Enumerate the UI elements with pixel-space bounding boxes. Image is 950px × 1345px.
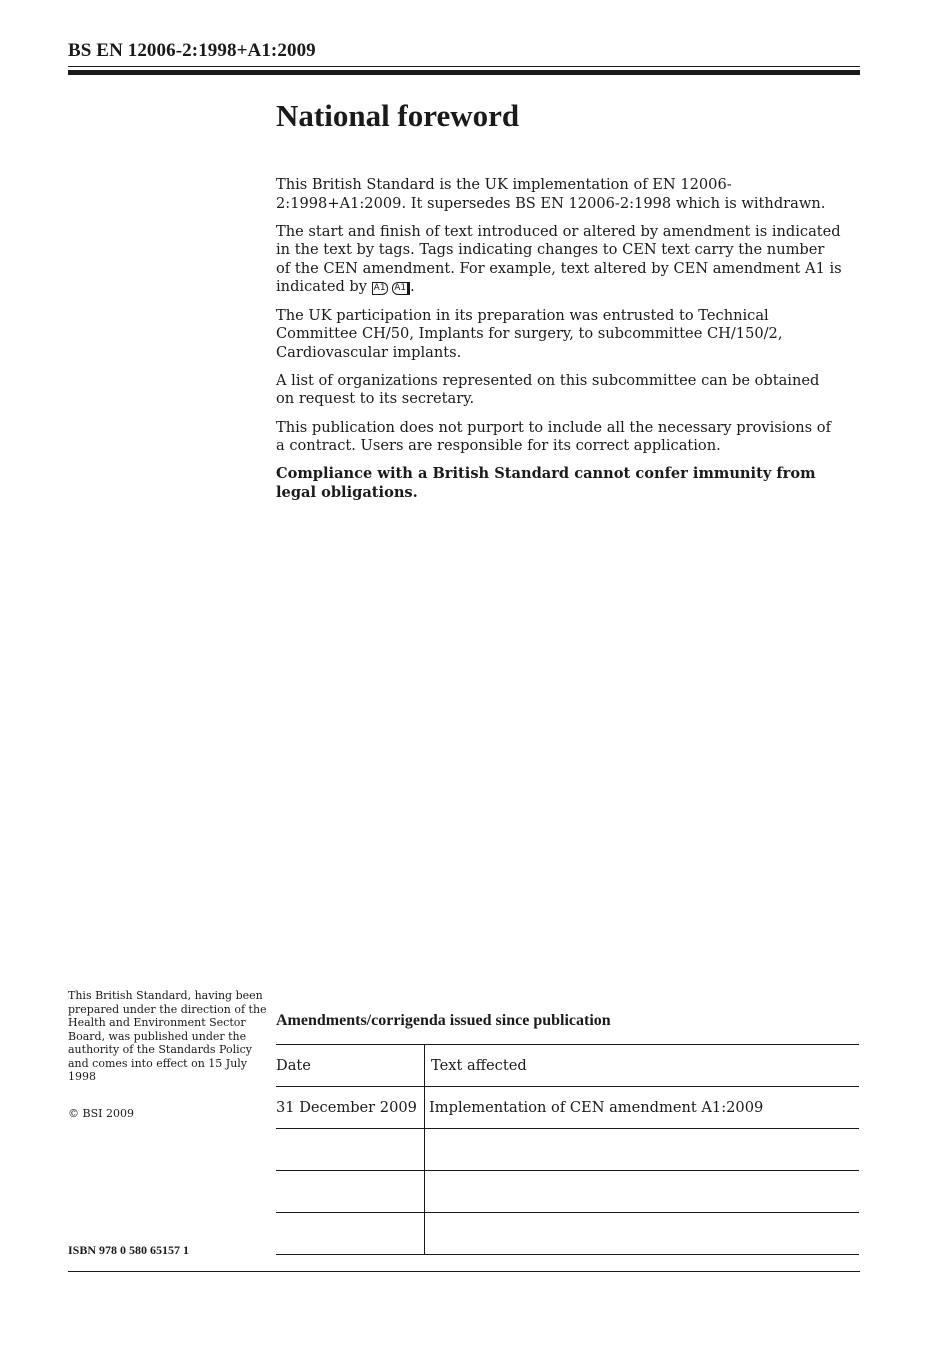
row-date: 31 December 2009: [276, 1087, 425, 1129]
row-date: [276, 1171, 425, 1213]
paragraph-amendment-tags-text: The start and finish of text introduced or altered by amendment is indicated in the text by tags. Tags indicating changes to CEN text carry the number of the CEN amendment. For example, text altered by CEN amendment A1 is indicated by: [276, 222, 842, 296]
row-date: [276, 1129, 425, 1171]
row-date: [276, 1213, 425, 1255]
header-text-affected: Text affected: [425, 1045, 860, 1087]
document-code: BS EN 12006-2:1998+A1:2009: [68, 40, 316, 61]
publication-note: This British Standard, having been prepared under the direction of the Health and Environment Sector Board, was published under the authority of the Standards Policy and comes into effect on 15 July 1998: [68, 989, 267, 1083]
amendments-title: Amendments/corrigenda issued since publication: [276, 1012, 611, 1029]
amendment-open-tag-icon: A1: [373, 283, 386, 294]
paragraph-amendment-tags: [276, 223, 842, 297]
table-row: [276, 1129, 859, 1171]
table-row: [276, 1213, 859, 1255]
paragraph-committee: The UK participation in its preparation was entrusted to Technical Committee CH/50, Implants for surgery, to subcommittee CH/150/2, Cardiovascular implants.: [276, 306, 783, 361]
table-header-row: [276, 1045, 859, 1087]
paragraph-implementation: This British Standard is the UK implementation of EN 12006-2:1998+A1:2009. It supersedes BS EN 12006-2:1998 which is withdrawn.: [276, 176, 826, 212]
isbn: ISBN 978 0 580 65157 1: [68, 1243, 190, 1257]
row-text: Implementation of CEN amendment A1:2009: [425, 1087, 860, 1129]
header-date: Date: [276, 1045, 425, 1087]
amendments-table: [276, 1044, 859, 1255]
page-title: National foreword: [276, 98, 520, 133]
foreword-body: [276, 176, 842, 512]
row-text: [425, 1129, 860, 1171]
paragraph-provisions: This publication does not purport to include all the necessary provisions of a contract. Users are responsible for its correct application.: [276, 418, 831, 455]
table-row: [276, 1087, 859, 1129]
row-text: [425, 1171, 860, 1213]
amendment-close-tag-icon: A1: [392, 282, 410, 295]
table-row: [276, 1171, 859, 1213]
header-rule-thick: [68, 70, 860, 75]
paragraph-organizations: A list of organizations represented on this subcommittee can be obtained on request to its secretary.: [276, 371, 820, 408]
row-text: [425, 1213, 860, 1255]
copyright: © BSI 2009: [68, 1107, 134, 1120]
header-rule-thin: [68, 66, 860, 67]
footer-rule: [68, 1271, 860, 1272]
paragraph-amendment-tags-end: .: [410, 278, 415, 296]
paragraph-compliance: Compliance with a British Standard cannot confer immunity from legal obligations.: [276, 465, 816, 501]
